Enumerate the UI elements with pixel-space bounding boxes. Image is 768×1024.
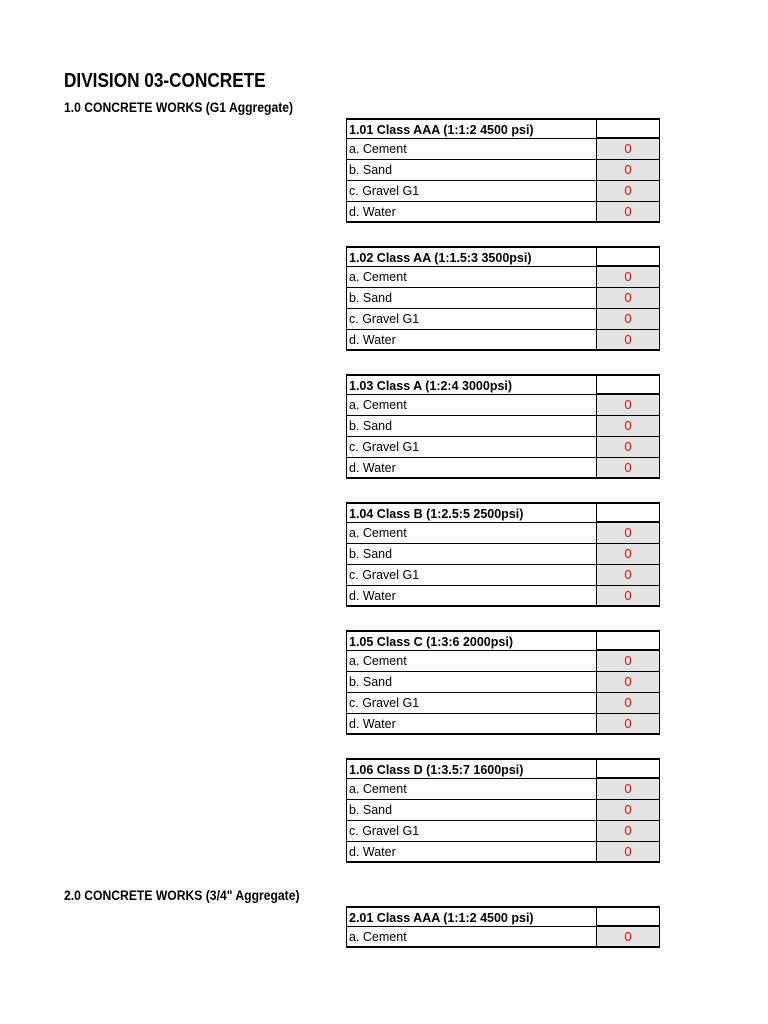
- row-value-cell[interactable]: 0: [596, 523, 660, 544]
- row-value-cell[interactable]: 0: [596, 800, 660, 821]
- row-label: d. Water: [346, 586, 596, 607]
- row-value-cell[interactable]: 0: [596, 330, 660, 351]
- table-row: [346, 544, 660, 565]
- row-label: c. Gravel G1: [346, 821, 596, 842]
- table-header-cell: [596, 502, 660, 523]
- row-label: a. Cement: [346, 523, 596, 544]
- row-label: b. Sand: [346, 672, 596, 693]
- table-row: [346, 202, 660, 223]
- table-row: [346, 821, 660, 842]
- table-header-row: [346, 502, 660, 523]
- row-label: d. Water: [346, 202, 596, 223]
- row-label: c. Gravel G1: [346, 309, 596, 330]
- row-label: a. Cement: [346, 267, 596, 288]
- row-label: d. Water: [346, 458, 596, 479]
- quantity-table: [346, 118, 660, 223]
- row-value-cell[interactable]: 0: [596, 651, 660, 672]
- section-heading: 2.0 CONCRETE WORKS (3/4" Aggregate): [64, 888, 300, 903]
- table-row: [346, 672, 660, 693]
- quantity-table: [346, 906, 660, 948]
- table-row: [346, 927, 660, 948]
- table-header-label: 1.03 Class A (1:2:4 3000psi): [346, 374, 596, 395]
- row-label: b. Sand: [346, 288, 596, 309]
- table-row: [346, 714, 660, 735]
- table-header-row: [346, 246, 660, 267]
- table-row: [346, 330, 660, 351]
- table-header-row: [346, 118, 660, 139]
- row-label: a. Cement: [346, 395, 596, 416]
- table-header-cell: [596, 246, 660, 267]
- table-row: [346, 395, 660, 416]
- row-value-cell[interactable]: 0: [596, 693, 660, 714]
- row-value-cell[interactable]: 0: [596, 821, 660, 842]
- table-row: [346, 523, 660, 544]
- quantity-table: [346, 502, 660, 607]
- row-value-cell[interactable]: 0: [596, 544, 660, 565]
- table-row: [346, 437, 660, 458]
- table-header-row: [346, 374, 660, 395]
- row-label: c. Gravel G1: [346, 437, 596, 458]
- row-value-cell[interactable]: 0: [596, 458, 660, 479]
- row-label: d. Water: [346, 330, 596, 351]
- table-header-row: [346, 630, 660, 651]
- row-label: b. Sand: [346, 800, 596, 821]
- row-value-cell[interactable]: 0: [596, 714, 660, 735]
- row-value-cell[interactable]: 0: [596, 565, 660, 586]
- row-label: b. Sand: [346, 544, 596, 565]
- table-row: [346, 586, 660, 607]
- table-header-cell: [596, 630, 660, 651]
- row-label: b. Sand: [346, 160, 596, 181]
- page-title: DIVISION 03-CONCRETE: [64, 70, 266, 92]
- table-header-cell: [596, 906, 660, 927]
- quantity-table: [346, 246, 660, 351]
- quantity-table: [346, 758, 660, 863]
- row-value-cell[interactable]: 0: [596, 842, 660, 863]
- row-value-cell[interactable]: 0: [596, 202, 660, 223]
- quantity-table: [346, 374, 660, 479]
- table-row: [346, 160, 660, 181]
- row-value-cell[interactable]: 0: [596, 927, 660, 948]
- row-label: c. Gravel G1: [346, 693, 596, 714]
- table-row: [346, 842, 660, 863]
- table-row: [346, 309, 660, 330]
- row-label: a. Cement: [346, 779, 596, 800]
- row-value-cell[interactable]: 0: [596, 309, 660, 330]
- table-header-label: 1.04 Class B (1:2.5:5 2500psi): [346, 502, 596, 523]
- section-heading: 1.0 CONCRETE WORKS (G1 Aggregate): [64, 100, 294, 115]
- table-row: [346, 267, 660, 288]
- row-value-cell[interactable]: 0: [596, 395, 660, 416]
- table-row: [346, 181, 660, 202]
- table-row: [346, 651, 660, 672]
- table-row: [346, 565, 660, 586]
- row-label: c. Gravel G1: [346, 565, 596, 586]
- row-label: d. Water: [346, 714, 596, 735]
- table-row: [346, 416, 660, 437]
- table-row: [346, 800, 660, 821]
- row-value-cell[interactable]: 0: [596, 779, 660, 800]
- table-header-cell: [596, 758, 660, 779]
- table-header-label: 1.01 Class AAA (1:1:2 4500 psi): [346, 118, 596, 139]
- row-value-cell[interactable]: 0: [596, 181, 660, 202]
- row-value-cell[interactable]: 0: [596, 160, 660, 181]
- table-row: [346, 288, 660, 309]
- table-header-cell: [596, 374, 660, 395]
- table-row: [346, 139, 660, 160]
- table-header-row: [346, 906, 660, 927]
- table-row: [346, 693, 660, 714]
- row-label: a. Cement: [346, 651, 596, 672]
- table-header-cell: [596, 118, 660, 139]
- row-value-cell[interactable]: 0: [596, 416, 660, 437]
- row-value-cell[interactable]: 0: [596, 288, 660, 309]
- table-header-label: 2.01 Class AAA (1:1:2 4500 psi): [346, 906, 596, 927]
- table-header-label: 1.02 Class AA (1:1.5:3 3500psi): [346, 246, 596, 267]
- quantity-table: [346, 630, 660, 735]
- table-header-label: 1.05 Class C (1:3:6 2000psi): [346, 630, 596, 651]
- row-value-cell[interactable]: 0: [596, 586, 660, 607]
- row-value-cell[interactable]: 0: [596, 437, 660, 458]
- row-label: b. Sand: [346, 416, 596, 437]
- row-value-cell[interactable]: 0: [596, 139, 660, 160]
- row-label: a. Cement: [346, 927, 596, 948]
- row-value-cell[interactable]: 0: [596, 267, 660, 288]
- table-row: [346, 458, 660, 479]
- table-row: [346, 779, 660, 800]
- row-value-cell[interactable]: 0: [596, 672, 660, 693]
- table-header-row: [346, 758, 660, 779]
- row-label: a. Cement: [346, 139, 596, 160]
- table-header-label: 1.06 Class D (1:3.5:7 1600psi): [346, 758, 596, 779]
- row-label: d. Water: [346, 842, 596, 863]
- row-label: c. Gravel G1: [346, 181, 596, 202]
